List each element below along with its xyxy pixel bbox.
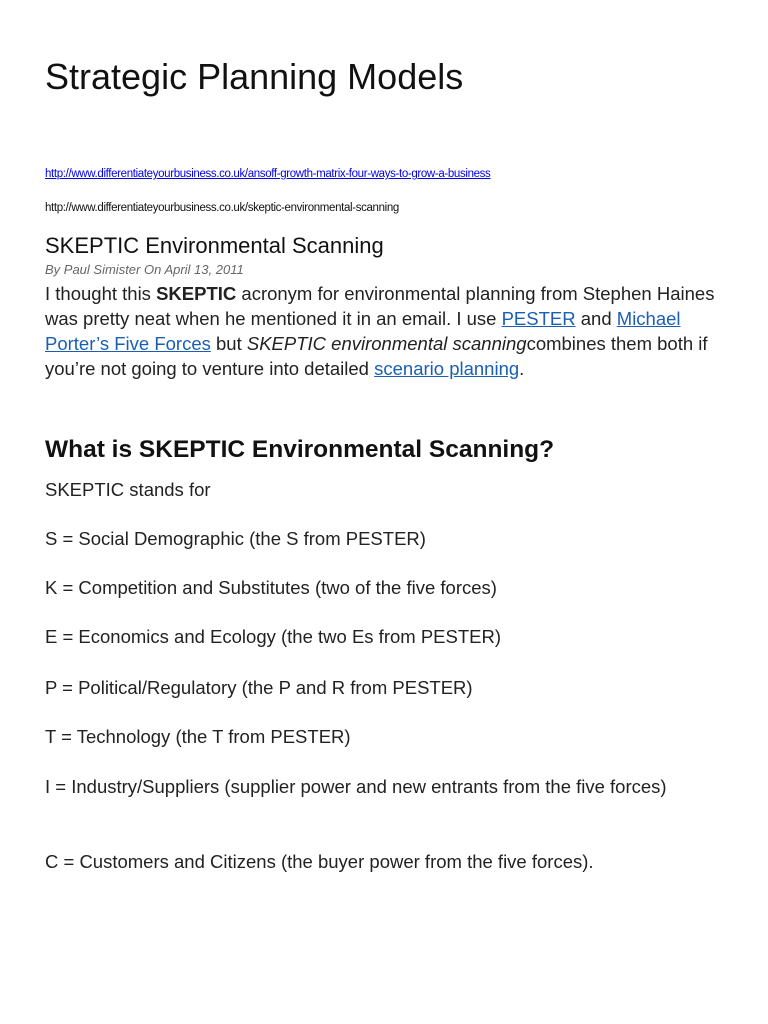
- section-heading: What is SKEPTIC Environmental Scanning?: [45, 436, 555, 463]
- pester-link[interactable]: PESTER: [501, 308, 576, 329]
- document-title: Strategic Planning Models: [45, 56, 464, 97]
- list-item-c: C = Customers and Citizens (the buyer power from the five forces).: [45, 851, 594, 872]
- list-item-i: I = Industry/Suppliers (supplier power and new entrants from the five forces): [45, 776, 667, 797]
- intro-text-3: and: [575, 308, 617, 329]
- list-item-s: S = Social Demographic (the S from PESTER): [45, 528, 426, 549]
- intro-text-1: I thought this: [45, 283, 157, 304]
- article-title: SKEPTIC Environmental Scanning: [45, 233, 384, 258]
- ansoff-matrix-link[interactable]: http://www.differentiateyourbusiness.co.uk/ansoff-growth-matrix-four-ways-to-grow-a-business: [45, 168, 491, 180]
- five-forces-link[interactable]: Michael Porter’s Five Forces: [45, 308, 681, 354]
- intro-text-2: acronym for environmental planning from Stephen Haines was pretty neat when he mentioned it in an email. I use: [45, 283, 715, 329]
- intro-text-5: combines them both if you’re not going to venture into detailed: [45, 333, 708, 379]
- list-item-p: P = Political/Regulatory (the P and R from PESTER): [45, 677, 473, 698]
- intro-text-4: but: [210, 333, 247, 354]
- intro-italic-skeptic-scanning: SKEPTIC environmental scanning: [246, 333, 527, 354]
- intro-bold-skeptic: SKEPTIC: [156, 283, 237, 304]
- list-item-t: T = Technology (the T from PESTER): [45, 726, 351, 747]
- intro-text-6: .: [519, 358, 525, 379]
- list-item-k: K = Competition and Substitutes (two of the five forces): [45, 577, 497, 598]
- list-item-e: E = Economics and Ecology (the two Es from PESTER): [45, 626, 501, 647]
- scenario-planning-link[interactable]: scenario planning: [374, 358, 520, 379]
- intro-paragraph: [45, 281, 725, 381]
- article-byline: By Paul Simister On April 13, 2011: [45, 262, 244, 277]
- skeptic-url-text: http://www.differentiateyourbusiness.co.uk/skeptic-environmental-scanning: [45, 202, 399, 214]
- stands-for-text: SKEPTIC stands for: [45, 479, 211, 500]
